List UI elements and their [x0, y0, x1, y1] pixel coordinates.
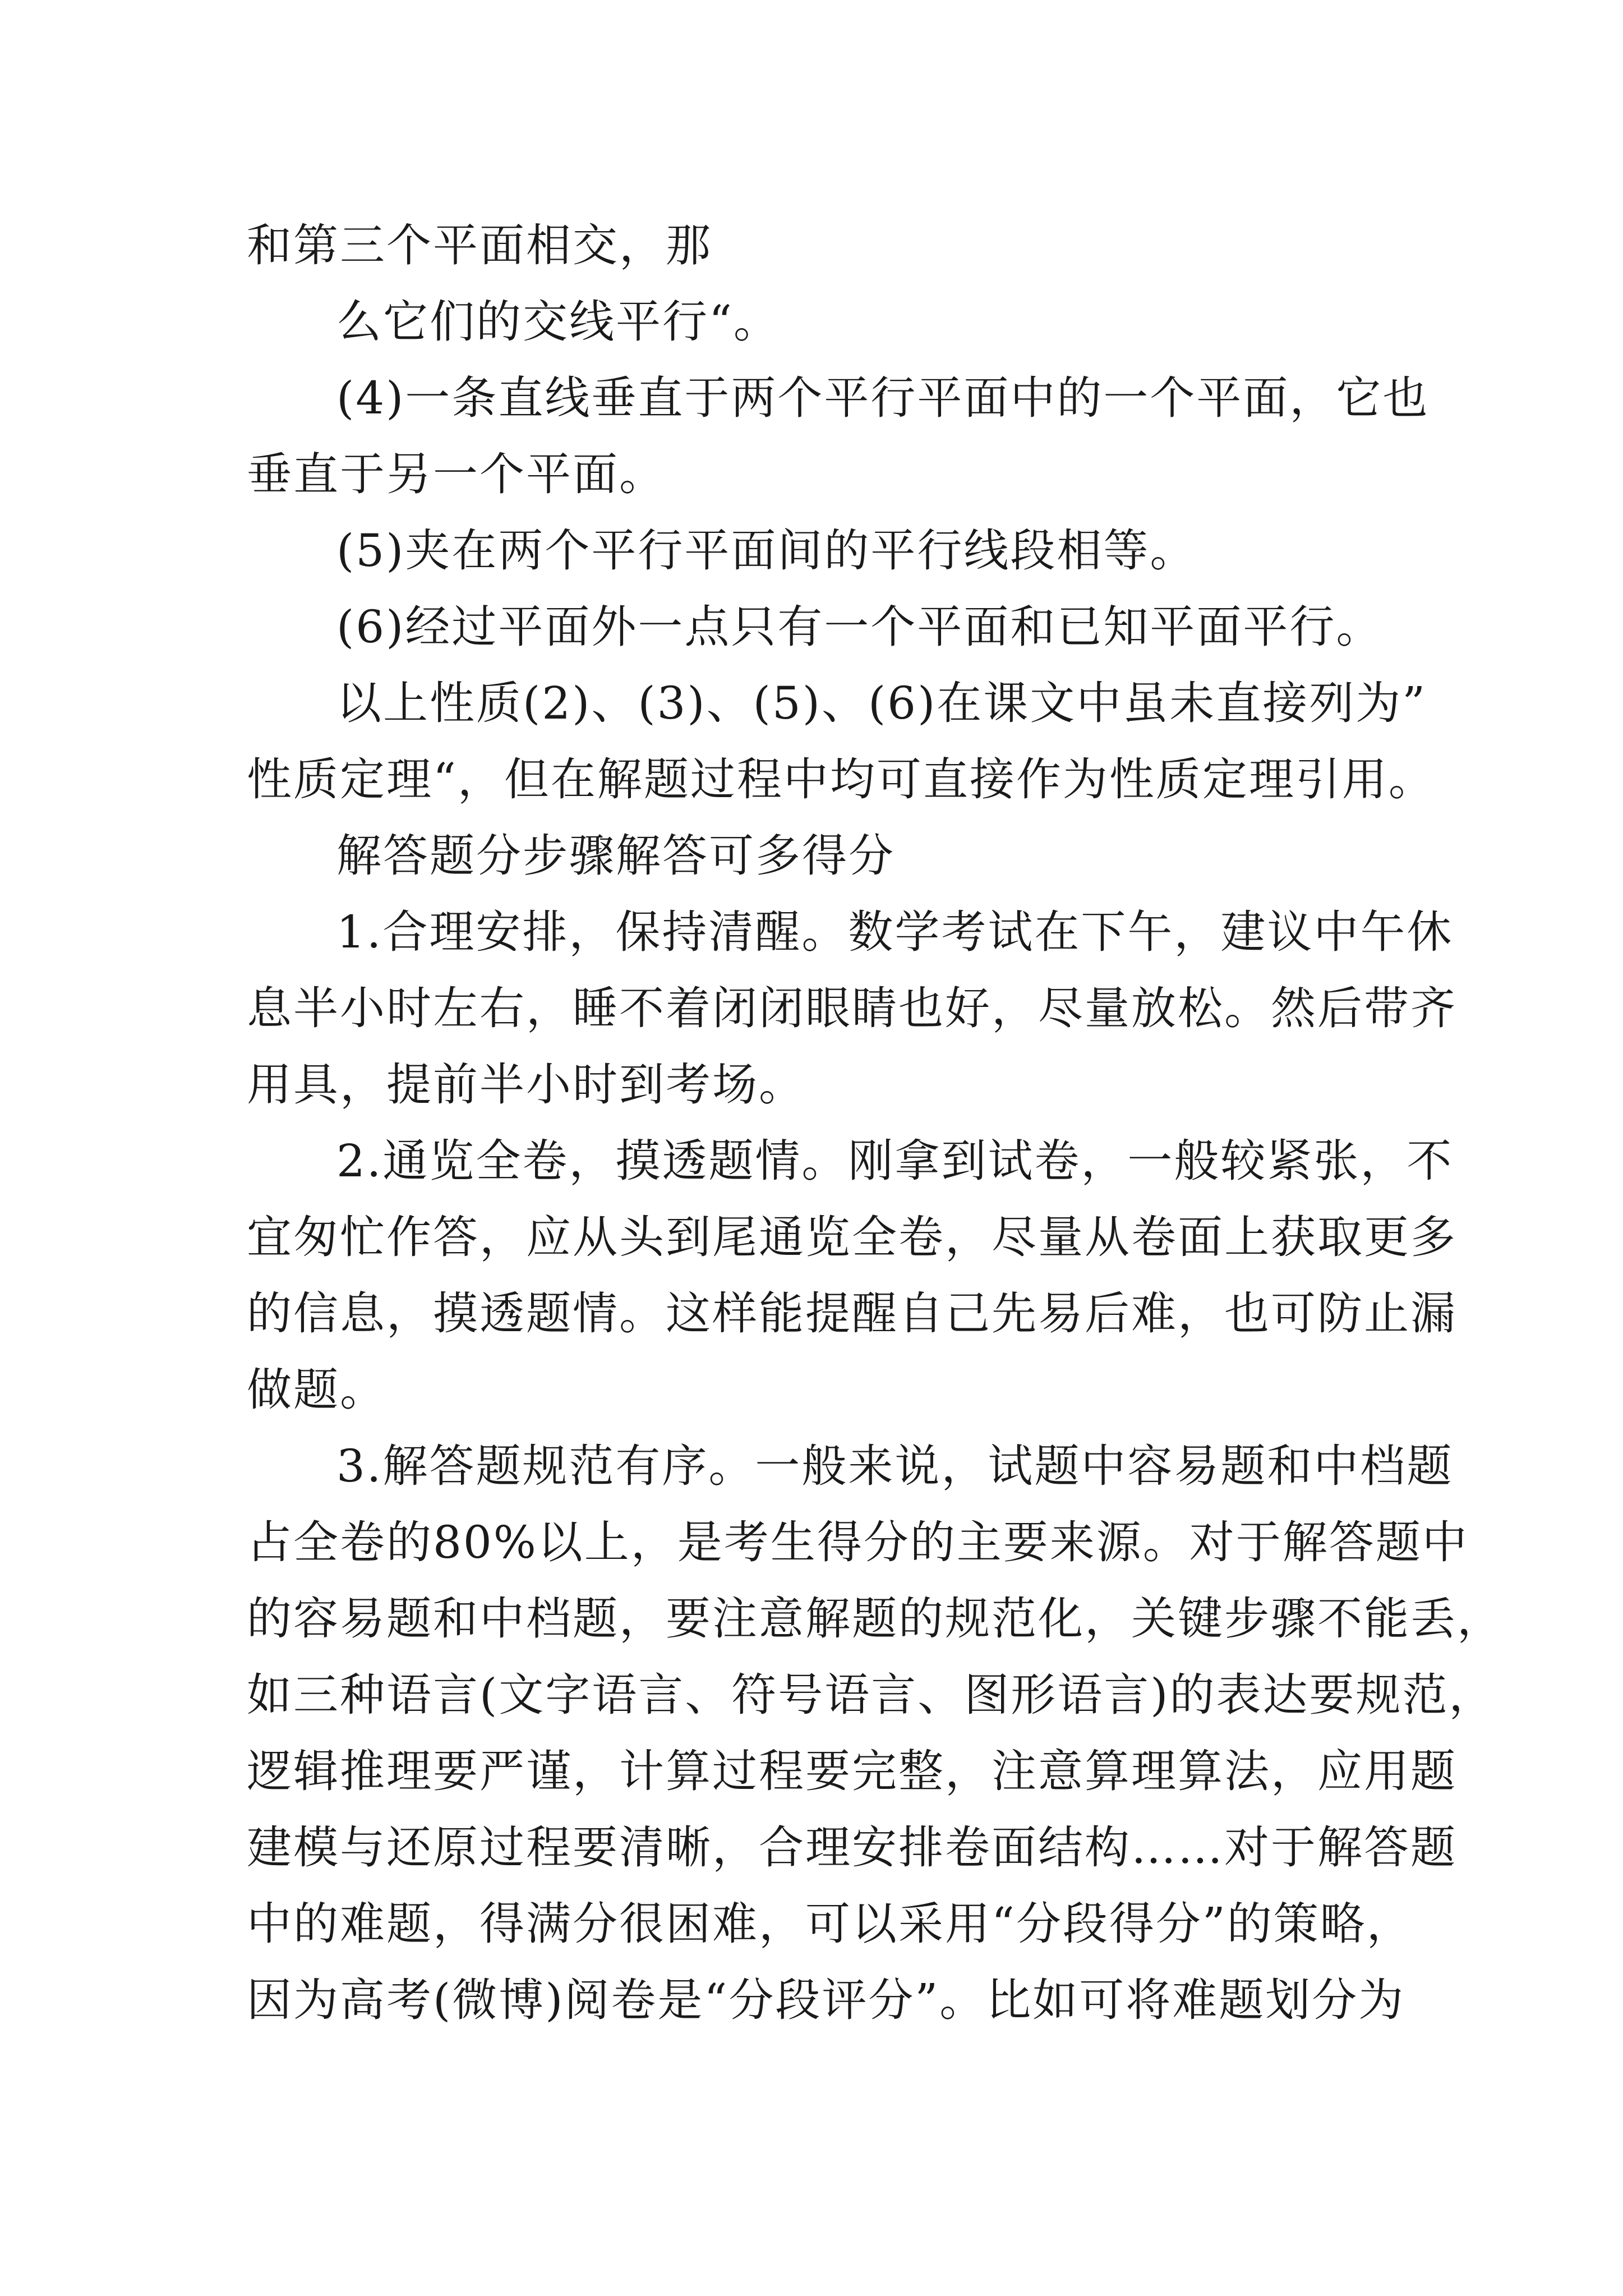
- text-line-5: (5)夹在两个平行平面间的平行线段相等。: [336, 524, 1197, 577]
- text-line-20: 如三种语言(文字语言、符号语言、图形语言)的表达要规范，: [247, 1669, 1496, 1721]
- text-line-7: 以上性质(2)、(3)、(5)、(6)在课文中虽未直接列为”: [336, 677, 1427, 729]
- text-line-16: 做题。: [247, 1364, 386, 1416]
- document-page: [247, 208, 1504, 2039]
- section-heading: 解答题分步骤解答可多得分: [336, 830, 895, 882]
- text-line-10: 1.合理安排，保持清醒。数学考试在下午，建议中午休: [336, 906, 1454, 958]
- text-line-6: (6)经过平面外一点只有一个平面和已知平面平行。: [336, 601, 1383, 653]
- text-line-15: 的信息，摸透题情。这样能提醒自己先易后难，也可防止漏: [247, 1287, 1457, 1340]
- text-line-19: 的容易题和中档题，要注意解题的规范化，关键步骤不能丢，: [247, 1593, 1504, 1645]
- text-line-21: 逻辑推理要严谨，计算过程要完整，注意算理算法，应用题: [247, 1745, 1457, 1797]
- text-line-23: 中的难题，得满分很困难，可以采用“分段得分”的策略，: [247, 1898, 1413, 1950]
- text-line-3: (4)一条直线垂直于两个平行平面中的一个平面，它也: [336, 372, 1430, 424]
- text-line-2: 么它们的交线平行“。: [336, 296, 780, 348]
- text-line-14: 宜匆忙作答，应从头到尾通览全卷，尽量从卷面上获取更多: [247, 1211, 1457, 1263]
- text-line-8: 性质定理“，但在解题过程中均可直接作为性质定理引用。: [247, 753, 1435, 806]
- text-line-4: 垂直于另一个平面。: [247, 448, 666, 500]
- text-line-1: 和第三个平面相交，那: [247, 219, 712, 272]
- text-line-24: 因为高考(微博)阅卷是“分段评分”。比如可将难题划分为: [247, 1974, 1405, 2026]
- text-line-12: 用具，提前半小时到考场。: [247, 1059, 805, 1111]
- text-line-18: 占全卷的80%以上，是考生得分的主要来源。对于解答题中: [247, 1516, 1469, 1568]
- text-line-13: 2.通览全卷，摸透题情。刚拿到试卷，一般较紧张，不: [336, 1135, 1454, 1187]
- text-line-17: 3.解答题规范有序。一般来说，试题中容易题和中档题: [336, 1440, 1454, 1492]
- text-line-11: 息半小时左右，睡不着闭闭眼睛也好，尽量放松。然后带齐: [247, 982, 1457, 1034]
- text-line-22: 建模与还原过程要清晰，合理安排卷面结构……对于解答题: [247, 1821, 1457, 1874]
